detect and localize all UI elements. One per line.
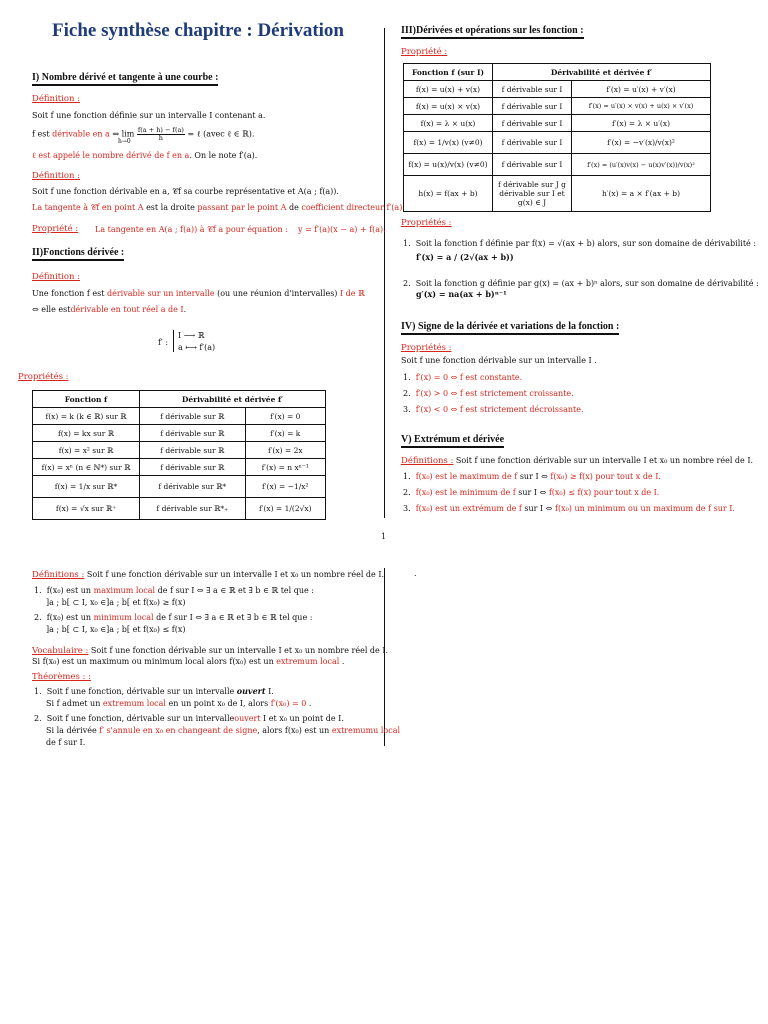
- derivative-definition: f est dérivable en a ⇔ lim $\frac{f(a + h) - f(a)}{h}$ = ℓ (avec ℓ ∈ ℝ).: [32, 126, 255, 142]
- properties-intro: Soit f une fonction dérivable sur un intervalle I .: [401, 356, 597, 365]
- table-header: Fonction f: [33, 391, 140, 408]
- properties-label: Propriétés :: [401, 343, 452, 353]
- vocabulary-text: Si f(x₀) est un maximum ou minimum local alors f(x₀) est un extremum local .: [32, 657, 345, 666]
- derivative-map-row: I ⟶ ℝ: [178, 331, 205, 340]
- table-row: [404, 154, 711, 176]
- list-item: 1. f(x₀) est le maximum de f sur I ⇔ f(x₀) ≥ f(x) pour tout x de I.: [403, 472, 661, 481]
- table-cell: f dérivable sur I: [493, 115, 572, 132]
- definition-text: ⇔ elle estdérivable en tout réel a de I.: [32, 305, 187, 314]
- list-item: 2. Soit f une fonction, dérivable sur un intervalleouvert I et x₀ un point de I.: [34, 714, 344, 723]
- list-item: 2. f(x₀) est le minimum de f sur I ⇔ f(x₀) ≤ f(x) pour tout x de I.: [403, 488, 660, 497]
- list-item: 1. Soit f une fonction, dérivable sur un intervalle ouvert I.: [34, 686, 274, 696]
- property-label: Propriété :: [401, 47, 448, 57]
- map-bar: [173, 330, 174, 352]
- derivatives-table: [32, 390, 326, 520]
- table-header: Dérivabilité et dérivée f′: [493, 64, 711, 81]
- table-cell: f′(x) = 2x: [245, 442, 325, 459]
- vocabulary-text: Vocabulaire : Soit f une fonction dérivable sur un intervalle I et x₀ un nombre réel de I.: [32, 646, 389, 656]
- definition-text: Soit f une fonction définie sur un intervalle I contenant a.: [32, 111, 266, 120]
- page-number: 1: [381, 532, 387, 541]
- table-cell: f′(x) = (u′(x)v(x) − u(x)v′(x))/v(x)²: [572, 154, 711, 176]
- list-item-detail: Si f admet un extremum local en un point x₀ de I, alors f′(x₀) = 0 .: [46, 699, 312, 708]
- table-row: [404, 176, 711, 212]
- definitions-intro: Définitions : Soit f une fonction dérivable sur un intervalle I et x₀ un nombre réel de I.: [401, 456, 754, 466]
- theorems-label: Théorèmes : :: [32, 672, 91, 682]
- table-cell: f(x) = 1/v(x) (v≠0): [404, 132, 493, 154]
- derivative-map-row: a ⟼ f′(a): [178, 343, 216, 352]
- column-divider: [384, 568, 385, 746]
- table-cell: f′(x) = −1/x²: [245, 476, 325, 498]
- section-1-heading: I) Nombre dérivé et tangente à une courbe :: [32, 72, 218, 86]
- tangent-definition: La tangente à 𝒞f en point A est la droite passant par le point A de coefficient directeur f′(a).: [32, 203, 405, 212]
- derivative-map-name: f′ :: [158, 338, 169, 347]
- properties-label: Propriétés :: [401, 218, 452, 228]
- list-item: 1. Soit la fonction f définie par f(x) = √(ax + b) alors, sur son domaine de dérivabilité :: [403, 239, 757, 248]
- column-divider: [384, 28, 385, 518]
- page-title: Fiche synthèse chapitre : Dérivation: [52, 20, 344, 41]
- table-cell: f(x) = u(x) × v(x): [404, 98, 493, 115]
- table-cell: f(x) = u(x)/v(x) (v≠0): [404, 154, 493, 176]
- table-cell: f′(x) = −v′(x)/v(x)²: [572, 132, 711, 154]
- definition-text: Une fonction f est dérivable sur un intervalle (ou une réunion d'intervalles) I de ℝ: [32, 289, 365, 298]
- table-row: [33, 408, 326, 425]
- property-label: Propriété :: [32, 224, 79, 234]
- table-header: Dérivabilité et dérivée f′: [140, 391, 326, 408]
- table-cell: f dérivable sur ℝ: [140, 425, 246, 442]
- table-cell: h(x) = f(ax + b): [404, 176, 493, 212]
- list-item-detail: ]a ; b[ ⊂ I, x₀ ∈]a ; b[ et f(x₀) ≥ f(x): [46, 598, 186, 607]
- table-cell: f(x) = 1/x sur ℝ*: [33, 476, 140, 498]
- table-cell: f′(x) = k: [245, 425, 325, 442]
- table-cell: f dérivable sur J g dérivable sur I et g(x) ∈ J: [493, 176, 572, 212]
- tangent-equation: y = f′(a)(x − a) + f(a).: [298, 225, 386, 234]
- list-item: 2. Soit la fonction g définie par g(x) = (ax + b)ⁿ alors, sur son domaine de dérivabilité :: [403, 279, 759, 288]
- table-cell: f′(x) = u′(x) × v(x) + u(x) × v′(x): [572, 98, 711, 115]
- section-2-heading: II)Fonctions dérivée :: [32, 247, 124, 261]
- table-cell: f dérivable sur I: [493, 98, 572, 115]
- list-item: 1. f′(x) = 0 ⇔ f est constante.: [403, 373, 523, 382]
- table-cell: f(x) = λ × u(x): [404, 115, 493, 132]
- table-cell: f dérivable sur I: [493, 132, 572, 154]
- table-cell: f′(x) = n xⁿ⁻¹: [245, 459, 325, 476]
- power-derivative-formula: g′(x) = na(ax + b)ⁿ⁻¹: [416, 289, 507, 299]
- table-cell: f dérivable sur ℝ*₊: [140, 498, 246, 520]
- table-cell: f(x) = √x sur ℝ⁺: [33, 498, 140, 520]
- table-cell: f′(x) = 1/(2√x): [245, 498, 325, 520]
- definitions-intro: Définitions : Soit f une fonction dérivable sur un intervalle I et x₀ un nombre réel de I.: [32, 570, 385, 580]
- section-3-heading: III)Dérivées et opérations sur les fonction :: [401, 25, 584, 39]
- stray-dot: .: [414, 569, 417, 578]
- list-item-detail: Si la dérivée f′ s'annule en x₀ en changeant de signe, alors f(x₀) est un extremumu local: [46, 726, 401, 735]
- table-cell: f(x) = k (k ∈ ℝ) sur ℝ: [33, 408, 140, 425]
- property-text: La tangente en A(a ; f(a)) à 𝒞f a pour équation :: [95, 225, 288, 234]
- table-cell: f dérivable sur ℝ: [140, 442, 246, 459]
- table-row: [33, 459, 326, 476]
- table-row: [33, 442, 326, 459]
- definition-text: Soit f une fonction dérivable en a, 𝒞f sa courbe représentative et A(a ; f(a)).: [32, 187, 339, 196]
- table-cell: f′(x) = u′(x) + v′(x): [572, 81, 711, 98]
- list-item: 2. f(x₀) est un minimum local de f sur I ⇔ ∃ a ∈ ℝ et ∃ b ∈ ℝ tel que :: [34, 613, 313, 622]
- table-header: Fonction f (sur I): [404, 64, 493, 81]
- definition-label: Définition :: [32, 94, 80, 104]
- table-cell: f′(x) = λ × u′(x): [572, 115, 711, 132]
- limit-subscript: h→0: [118, 138, 131, 145]
- list-item-detail: ]a ; b[ ⊂ I, x₀ ∈]a ; b[ et f(x₀) ≤ f(x): [46, 625, 186, 634]
- table-row: [33, 425, 326, 442]
- table-cell: f(x) = x² sur ℝ: [33, 442, 140, 459]
- table-cell: f dérivable sur ℝ: [140, 459, 246, 476]
- table-row: [33, 476, 326, 498]
- definition-label: Définition :: [32, 171, 80, 181]
- list-item: 2. f′(x) > 0 ⇔ f est strictement croissante.: [403, 389, 574, 398]
- table-row: [33, 498, 326, 520]
- table-cell: f(x) = kx sur ℝ: [33, 425, 140, 442]
- derived-number-text: ℓ est appelé le nombre dérivé de f en a. On le note f′(a).: [32, 151, 258, 160]
- list-item: 1. f(x₀) est un maximum local de f sur I ⇔ ∃ a ∈ ℝ et ∃ b ∈ ℝ tel que :: [34, 586, 314, 595]
- list-item-detail: de f sur I.: [46, 738, 86, 747]
- table-cell: f(x) = xⁿ (n ∈ ℕ*) sur ℝ: [33, 459, 140, 476]
- definition-label: Définition :: [32, 272, 80, 282]
- table-cell: f′(x) = 0: [245, 408, 325, 425]
- sqrt-derivative-formula: f′(x) = a / (2√(ax + b)): [416, 252, 514, 262]
- table-cell: f dérivable sur ℝ: [140, 408, 246, 425]
- table-cell: h′(x) = a × f′(ax + b): [572, 176, 711, 212]
- table-cell: f(x) = u(x) + v(x): [404, 81, 493, 98]
- section-5-heading: V) Extrémum et dérivée: [401, 434, 504, 448]
- table-row: [404, 132, 711, 154]
- list-item: 3. f′(x) < 0 ⇔ f est strictement décroissante.: [403, 405, 584, 414]
- table-cell: f dérivable sur I: [493, 154, 572, 176]
- table-cell: f dérivable sur I: [493, 81, 572, 98]
- properties-label: Propriétés :: [18, 372, 69, 382]
- list-item: 3. f(x₀) est un extrémum de f sur I ⇔ f(x₀) un minimum ou un maximum de f sur I.: [403, 504, 735, 513]
- section-4-heading: IV) Signe de la dérivée et variations de la fonction :: [401, 321, 619, 335]
- table-cell: f dérivable sur ℝ*: [140, 476, 246, 498]
- table-row: [404, 98, 711, 115]
- operations-table: [403, 63, 711, 212]
- table-row: [404, 115, 711, 132]
- table-row: [404, 81, 711, 98]
